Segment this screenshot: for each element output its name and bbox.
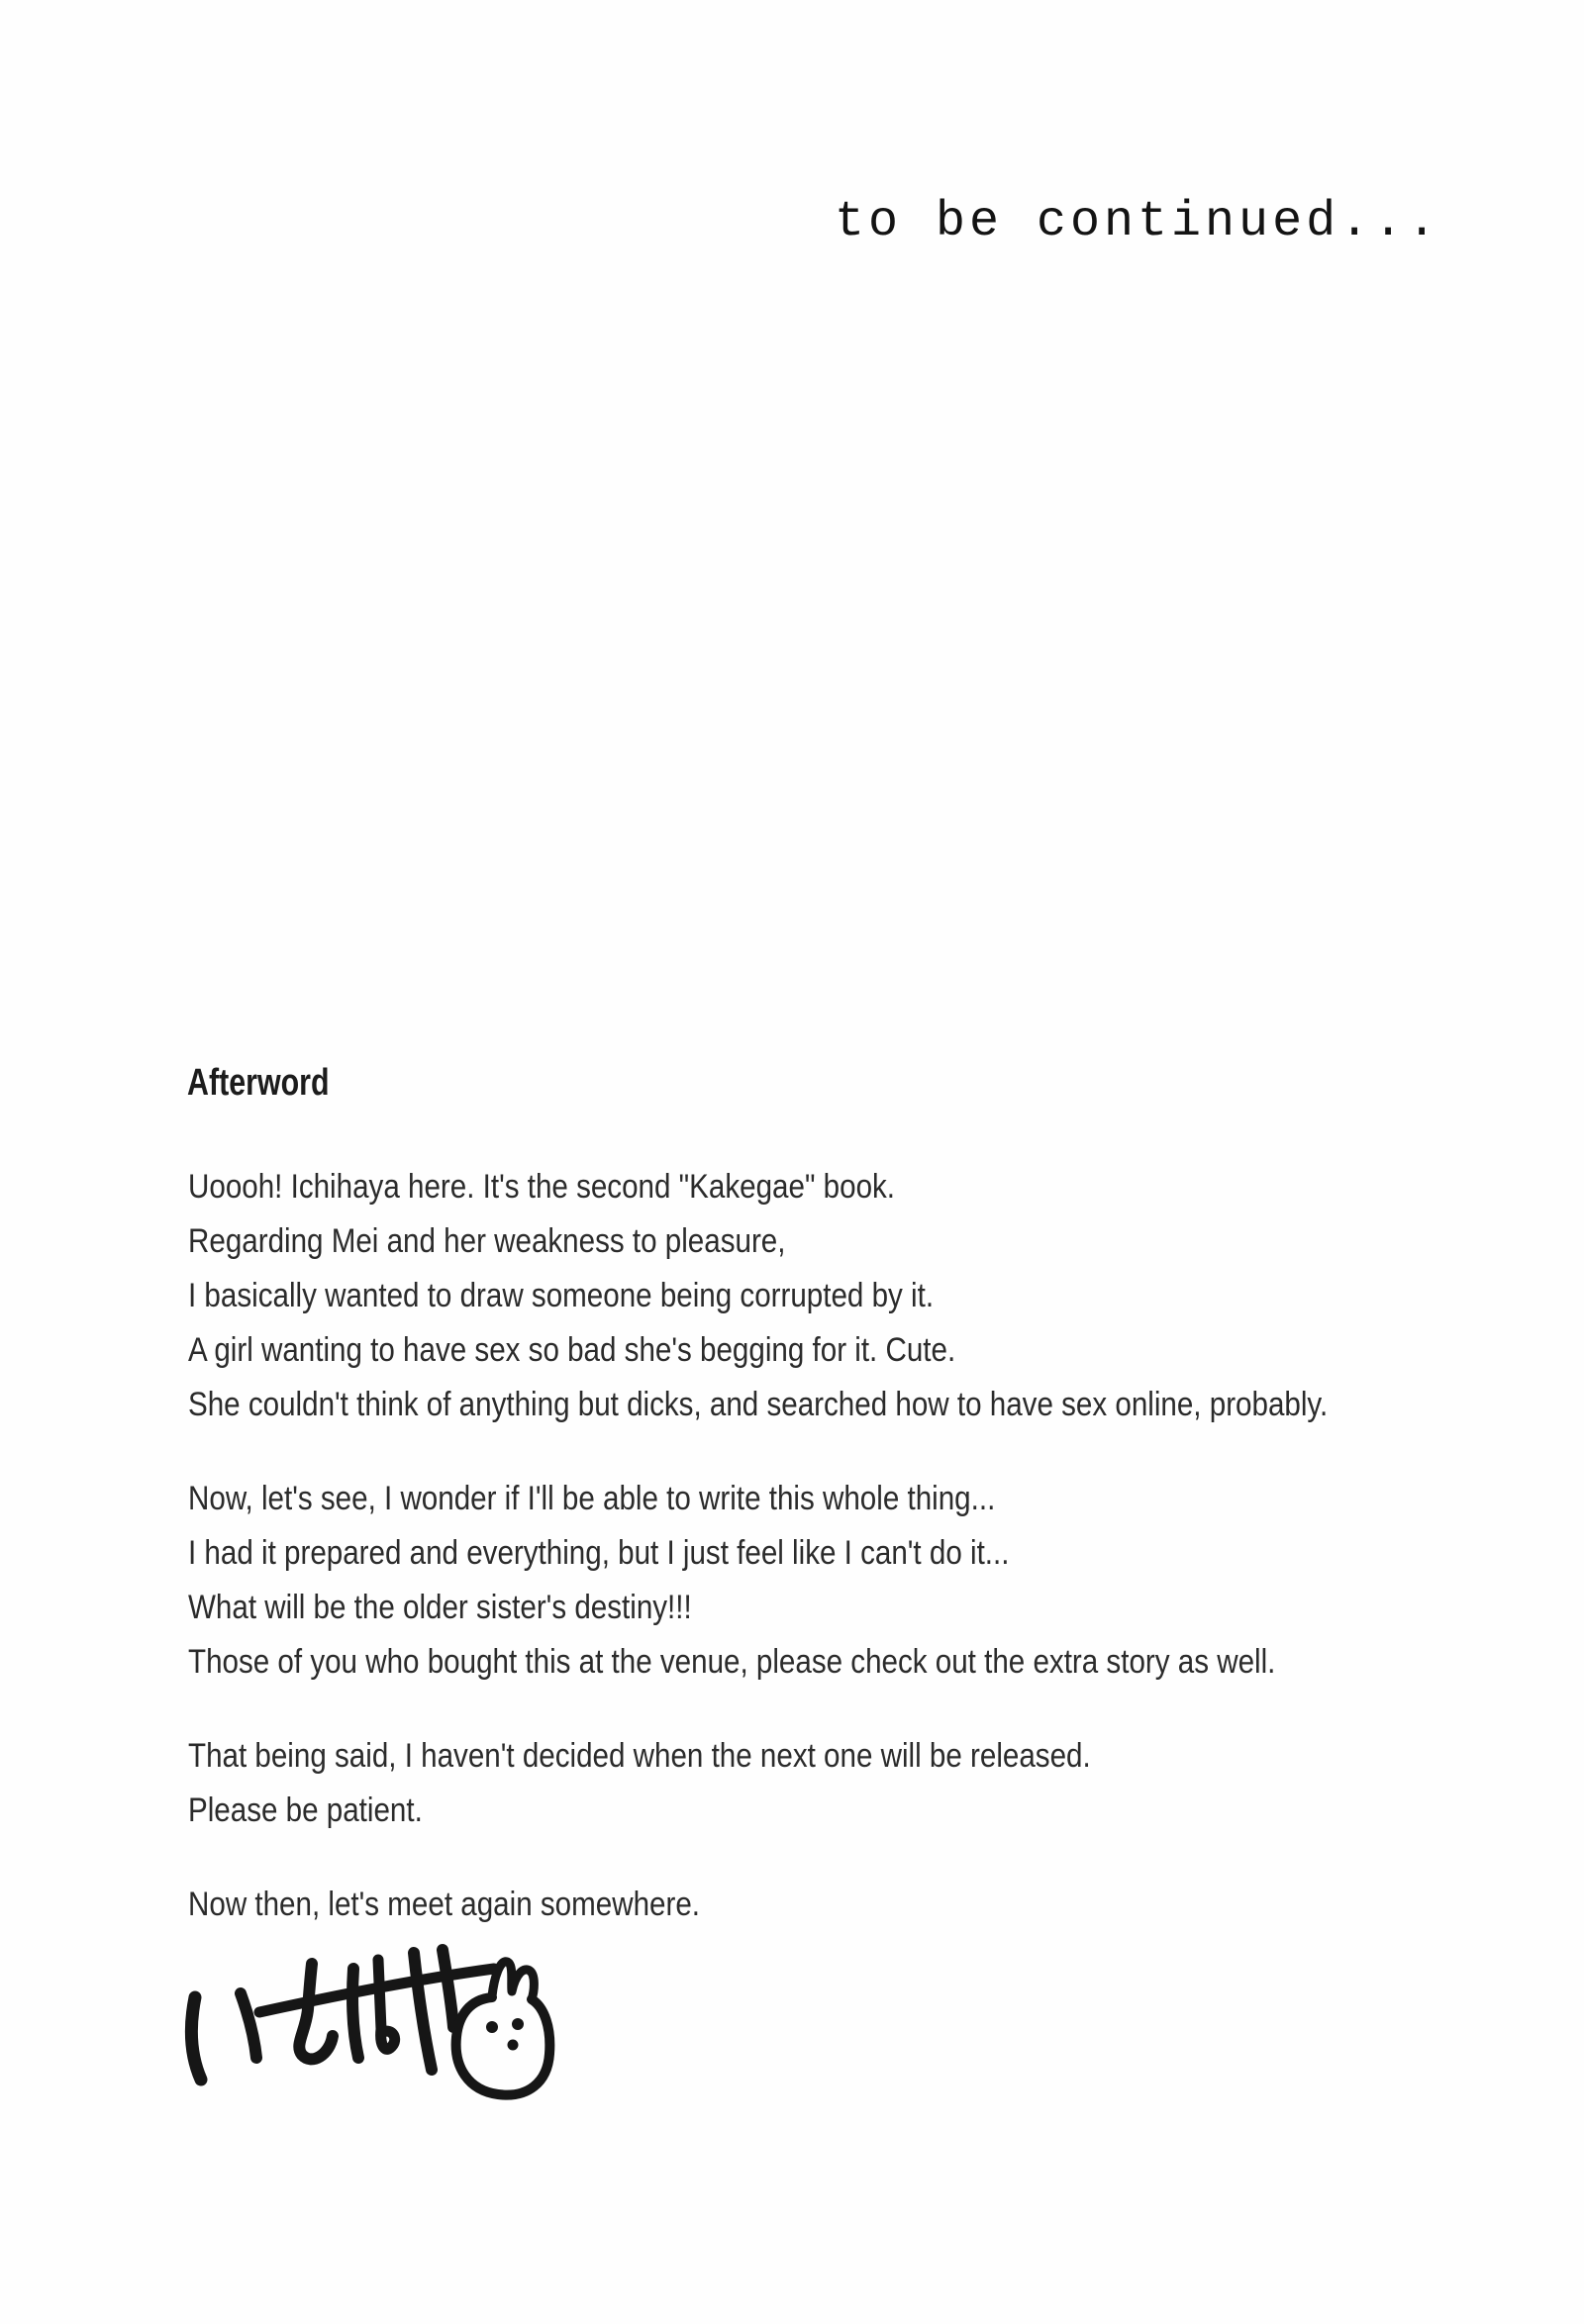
bunny-left-eye-icon <box>486 2021 498 2033</box>
afterword-body <box>188 1160 1328 1972</box>
afterword-paragraph-3 <box>188 1729 1328 1838</box>
afterword-paragraph-1 <box>188 1160 1328 1432</box>
to-be-continued-text: to be continued... <box>835 194 1441 250</box>
bunny-ears-icon <box>492 1962 534 1999</box>
bunny-face-icon <box>456 1997 550 2095</box>
text-line: Now then, let's meet again somewhere. <box>188 1886 700 1923</box>
sig-ha-left-stroke <box>352 1969 358 2058</box>
text-line: Please be patient. <box>188 1791 423 1829</box>
sig-ya-right-stroke <box>443 1950 453 2027</box>
text-line: I basically wanted to draw someone being corrupted by it. <box>188 1277 935 1314</box>
text-line: That being said, I haven't decided when the next one will be released. <box>188 1737 1091 1775</box>
afterword-paragraph-4 <box>188 1878 1328 1932</box>
text-line: Now, let's see, I wonder if I'll be able to write this whole thing... <box>188 1480 996 1517</box>
bunny-right-eye-icon <box>512 2018 524 2030</box>
sig-i-left-stroke <box>191 1997 201 2080</box>
text-line: A girl wanting to have sex so bad she's begging for it. Cute. <box>188 1331 956 1369</box>
afterword-heading: Afterword <box>187 1062 330 1104</box>
afterword-paragraph-2 <box>188 1472 1328 1690</box>
text-line: Those of you who bought this at the venue, please check out the extra story as well. <box>188 1643 1276 1681</box>
ichihaya-signature <box>183 1942 559 2110</box>
text-line: Uoooh! Ichihaya here. It's the second "Kakegae" book. <box>188 1168 896 1206</box>
text-line: I had it prepared and everything, but I just feel like I can't do it... <box>188 1534 1010 1572</box>
text-line: Regarding Mei and her weakness to pleasure, <box>188 1222 786 1260</box>
bunny-nose-icon <box>508 2040 519 2051</box>
sig-i-right-stroke <box>241 1993 256 2058</box>
text-line: She couldn't think of anything but dicks, and searched how to have sex online, probably. <box>188 1386 1329 1423</box>
handwritten-signature-icon <box>183 1942 559 2110</box>
sig-ya-left-stroke <box>414 1953 432 2070</box>
sig-chi-stroke <box>299 1964 333 2059</box>
text-line: What will be the older sister's destiny!!! <box>188 1589 692 1626</box>
sig-ha-right-stroke <box>378 1960 395 2049</box>
